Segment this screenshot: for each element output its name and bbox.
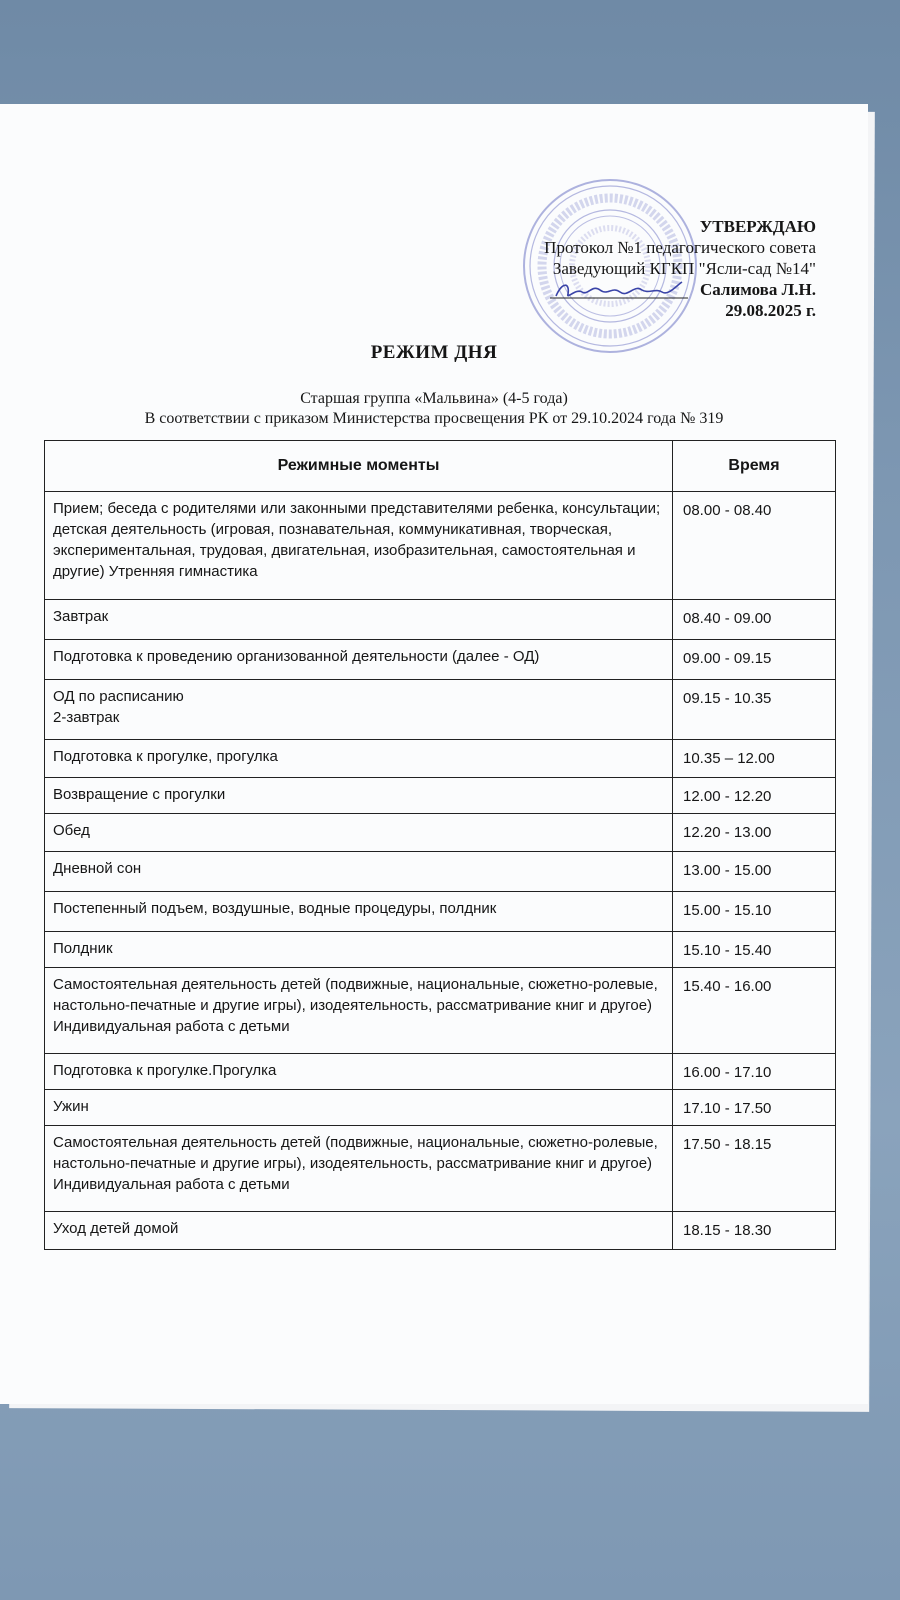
activity-cell: Возвращение с прогулки xyxy=(45,778,673,814)
time-cell: 17.10 - 17.50 xyxy=(673,1090,836,1126)
approval-date: 29.08.2025 г. xyxy=(725,301,816,320)
header-time: Время xyxy=(673,441,836,492)
table-row xyxy=(45,640,836,680)
table-row xyxy=(45,600,836,640)
approval-protocol: Протокол №1 педагогического совета xyxy=(544,238,816,257)
table-row xyxy=(45,1090,836,1126)
approval-title: УТВЕРЖДАЮ xyxy=(699,217,816,236)
activity-cell xyxy=(45,680,673,740)
approval-position: Заведующий КГКП "Ясли-сад №14" xyxy=(552,259,816,278)
header-activity: Режимные моменты xyxy=(45,441,673,492)
activity-cell: Подготовка к прогулке.Прогулка xyxy=(45,1054,673,1090)
table-row xyxy=(45,932,836,968)
group-subtitle: Старшая группа «Мальвина» (4-5 года) xyxy=(300,390,568,407)
activity-line: 2-завтрак xyxy=(53,709,120,726)
activity-cell: Самостоятельная деятельность детей (подвижные, национальные, сюжетно-ролевые, настольно-печатные и другие игры), изодеятельность, рассматривание книг и другое) Индивидуальная работа с детьми xyxy=(45,968,673,1054)
time-cell: 15.10 - 15.40 xyxy=(673,932,836,968)
activity-cell: Уход детей домой xyxy=(45,1212,673,1250)
time-cell: 12.20 - 13.00 xyxy=(673,814,836,852)
time-cell: 10.35 – 12.00 xyxy=(673,740,836,778)
activity-cell: Ужин xyxy=(45,1090,673,1126)
activity-cell: Дневной сон xyxy=(45,852,673,892)
table-row xyxy=(45,852,836,892)
time-cell: 15.00 - 15.10 xyxy=(673,892,836,932)
document-page xyxy=(0,104,868,1404)
activity-cell: Постепенный подъем, воздушные, водные процедуры, полдник xyxy=(45,892,673,932)
table-row xyxy=(45,778,836,814)
activity-line: ОД по расписанию xyxy=(53,688,184,705)
activity-cell: Самостоятельная деятельность детей (подвижные, национальные, сюжетно-ролевые, настольно-печатные и другие игры), изодеятельность, рассматривание книг и другое) Индивидуальная работа с детьми xyxy=(45,1126,673,1212)
time-cell: 17.50 - 18.15 xyxy=(673,1126,836,1212)
activity-cell: Подготовка к проведению организованной деятельности (далее - ОД) xyxy=(45,640,673,680)
table-row xyxy=(45,892,836,932)
time-cell: 13.00 - 15.00 xyxy=(673,852,836,892)
time-cell: 18.15 - 18.30 xyxy=(673,1212,836,1250)
approval-block xyxy=(544,216,816,321)
table-row xyxy=(45,740,836,778)
time-cell: 09.15 - 10.35 xyxy=(673,680,836,740)
table-row xyxy=(45,492,836,600)
table-row xyxy=(45,968,836,1054)
time-cell: 16.00 - 17.10 xyxy=(673,1054,836,1090)
order-subtitle: В соответствии с приказом Министерства просвещения РК от 29.10.2024 года № 319 xyxy=(144,410,724,427)
schedule-table xyxy=(44,440,836,1250)
activity-cell: Подготовка к прогулке, прогулка xyxy=(45,740,673,778)
approval-name: Салимова Л.Н. xyxy=(699,280,816,299)
activity-cell: Обед xyxy=(45,814,673,852)
time-cell: 08.40 - 09.00 xyxy=(673,600,836,640)
time-cell: 15.40 - 16.00 xyxy=(673,968,836,1054)
activity-cell: Прием; беседа с родителями или законными представителями ребенка, консультации; детская деятельность (игровая, познавательная, коммуникативная, творческая, экспериментальная, трудовая, двигательная, изобразительная, самостоятельная и другие) Утренняя гимнастика xyxy=(45,492,673,600)
time-cell: 08.00 - 08.40 xyxy=(673,492,836,600)
table-row xyxy=(45,1126,836,1212)
activity-cell: Завтрак xyxy=(45,600,673,640)
table-row xyxy=(45,680,836,740)
table-header-row xyxy=(45,441,836,492)
activity-cell: Полдник xyxy=(45,932,673,968)
table-row xyxy=(45,1054,836,1090)
table-row xyxy=(45,1212,836,1250)
time-cell: 12.00 - 12.20 xyxy=(673,778,836,814)
document-title: РЕЖИМ ДНЯ xyxy=(370,342,498,363)
time-cell: 09.00 - 09.15 xyxy=(673,640,836,680)
table-row xyxy=(45,814,836,852)
